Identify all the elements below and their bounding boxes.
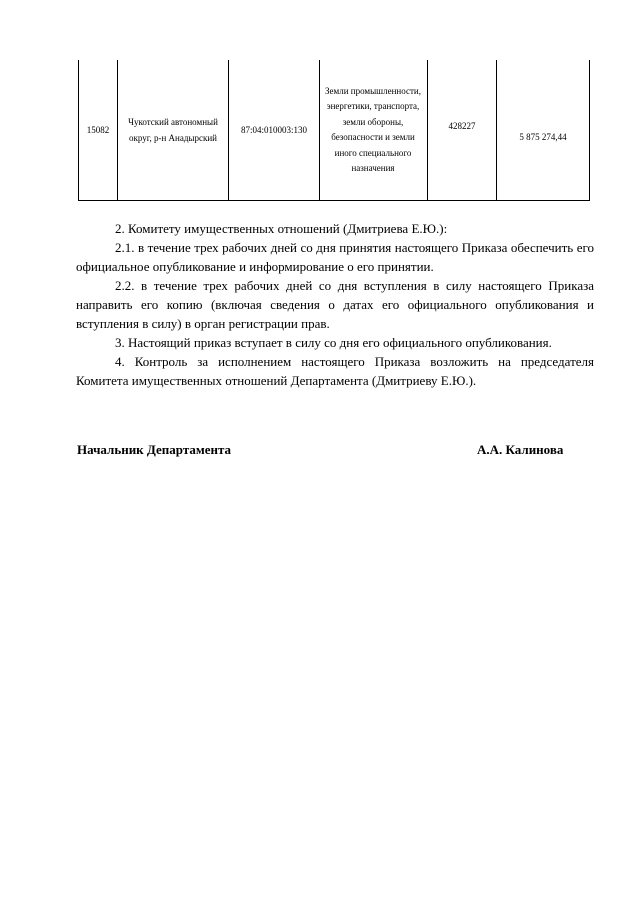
- cell-area: 428227: [448, 121, 476, 131]
- table-border: [589, 60, 590, 200]
- paragraph-4: 4. Контроль за исполнением настоящего Приказа возложить на председателя Комитета имущественных отношений Департамента (Дмитриеву Е.Ю.).: [76, 354, 594, 388]
- table-border: [117, 60, 118, 200]
- cell-location: Чукотский автономный округ, р-н Анадырский: [128, 117, 218, 143]
- paragraph-2-1: 2.1. в течение трех рабочих дней со дня принятия настоящего Приказа обеспечить его официальное опубликование и информирование о его принятии.: [76, 240, 594, 274]
- cell-land-category: Земли промышленности, энергетики, транспорта, земли обороны, безопасности и земли иного специального назначения: [325, 85, 421, 173]
- signature-name: А.А. Калинова: [477, 442, 564, 457]
- paragraph-2-2: 2.2. в течение трех рабочих дней со дня вступления в силу настоящего Приказа направить его копию (включая сведения о датах его официального опубликования и вступления в силу) в орган регистрации прав.: [76, 278, 594, 331]
- table-bottom-border: [78, 200, 590, 201]
- signature-position: Начальник Департамента: [77, 442, 232, 457]
- paragraph-3: 3. Настоящий приказ вступает в силу со дня его официального опубликования.: [115, 335, 552, 350]
- paragraph-2: 2. Комитету имущественных отношений (Дмитриева Е.Ю.):: [115, 221, 448, 236]
- table-border: [319, 60, 320, 200]
- cell-value: 5 875 274,44: [519, 132, 567, 142]
- cell-cadastral-number: 87:04:010003:130: [240, 125, 307, 135]
- order-text: [76, 219, 594, 390]
- land-plot-table: [78, 60, 590, 200]
- cell-number: 15082: [86, 125, 110, 135]
